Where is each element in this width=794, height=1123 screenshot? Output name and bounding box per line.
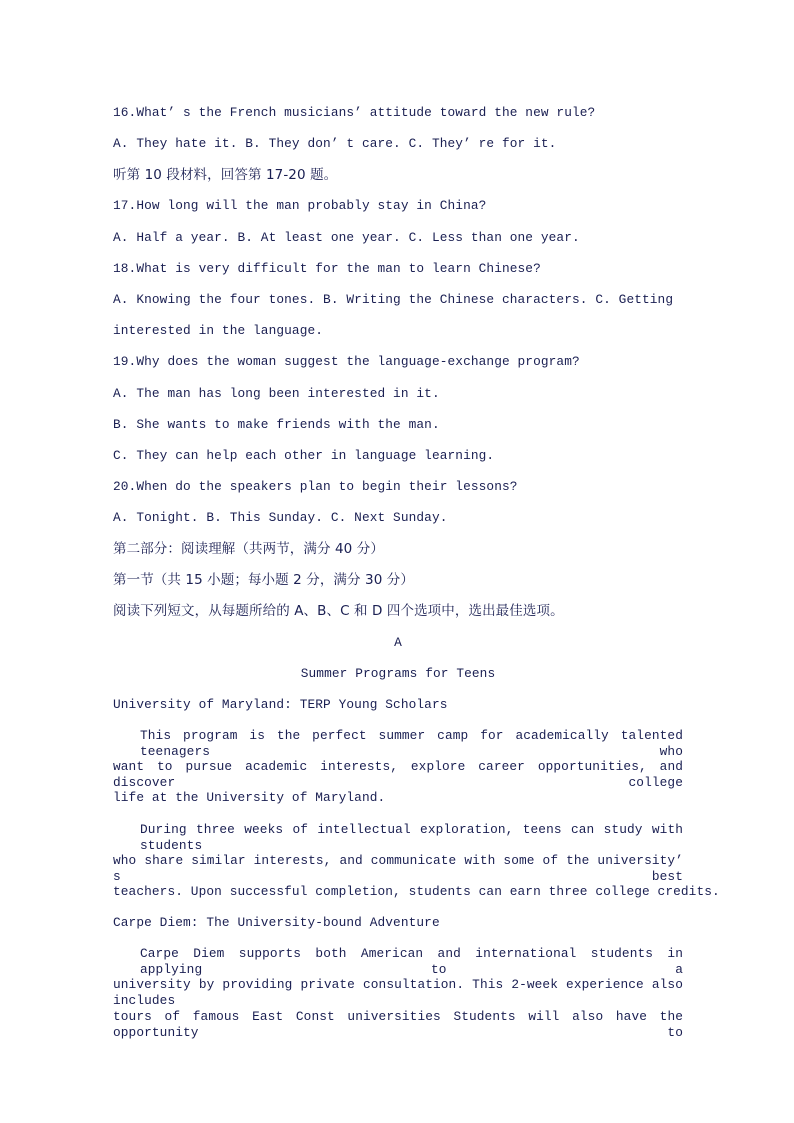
part-two-heading: 第二部分：阅读理解（共两节，满分 40 分） <box>113 541 384 557</box>
question-18: 18.What is very difficult for the man to learn Chinese? <box>113 261 541 276</box>
program-1-paragraph-1-line-3: life at the University of Maryland. <box>113 790 386 805</box>
question-18-options: A. Knowing the four tones. B. Writing the Chinese characters. C. Getting <box>113 292 674 307</box>
question-19: 19.Why does the woman suggest the language-exchange program? <box>113 354 580 369</box>
program-2-paragraph-line-2: university by providing private consultation. This 2-week experience also includes <box>113 977 683 1008</box>
question-20-options: A. Tonight. B. This Sunday. C. Next Sunday. <box>113 510 448 525</box>
program-1-paragraph-2-line-3: teachers. Upon successful completion, students can earn three college credits. <box>113 884 720 899</box>
passage-label: A <box>394 635 402 650</box>
program-1-heading: University of Maryland: TERP Young Scholars <box>113 697 448 712</box>
reading-instruction: 阅读下列短文，从每题所给的 A、B、C 和 D 四个选项中，选出最佳选项。 <box>113 603 564 619</box>
program-2-paragraph-line-1: Carpe Diem supports both American and international students in applying to a <box>140 946 683 977</box>
question-19-option-a: A. The man has long been interested in it. <box>113 386 440 401</box>
section-instruction-text-10: 听第 10 段材料，回答第 17-20 题。 <box>113 167 338 183</box>
question-17: 17.How long will the man probably stay in China? <box>113 198 487 213</box>
question-16: 16.What’ s the French musicians’ attitude toward the new rule? <box>113 105 596 120</box>
question-19-option-b: B. She wants to make friends with the man. <box>113 417 440 432</box>
question-17-options: A. Half a year. B. At least one year. C. Less than one year. <box>113 230 580 245</box>
program-1-paragraph-1-line-1: This program is the perfect summer camp for academically talented teenagers who <box>140 728 683 759</box>
program-1-paragraph-2-line-2: who share similar interests, and communicate with some of the university’ s best <box>113 853 683 884</box>
program-1-paragraph-2-line-1: During three weeks of intellectual exploration, teens can study with students <box>140 822 683 853</box>
question-18-options-continued: interested in the language. <box>113 323 324 338</box>
question-19-option-c: C. They can help each other in language learning. <box>113 448 495 463</box>
question-20: 20.When do the speakers plan to begin their lessons? <box>113 479 518 494</box>
program-2-heading: Carpe Diem: The University-bound Adventure <box>113 915 440 930</box>
section-one-heading: 第一节（共 15 小题；每小题 2 分，满分 30 分） <box>113 572 414 588</box>
question-16-options: A. They hate it. B. They don’ t care. C. They’ re for it. <box>113 136 557 151</box>
program-1-paragraph-1-line-2: want to pursue academic interests, explore career opportunities, and discover college <box>113 759 683 790</box>
passage-title: Summer Programs for Teens <box>300 666 496 681</box>
program-2-paragraph-line-3: tours of famous East Const universities Students will also have the opportunity to <box>113 1009 683 1040</box>
